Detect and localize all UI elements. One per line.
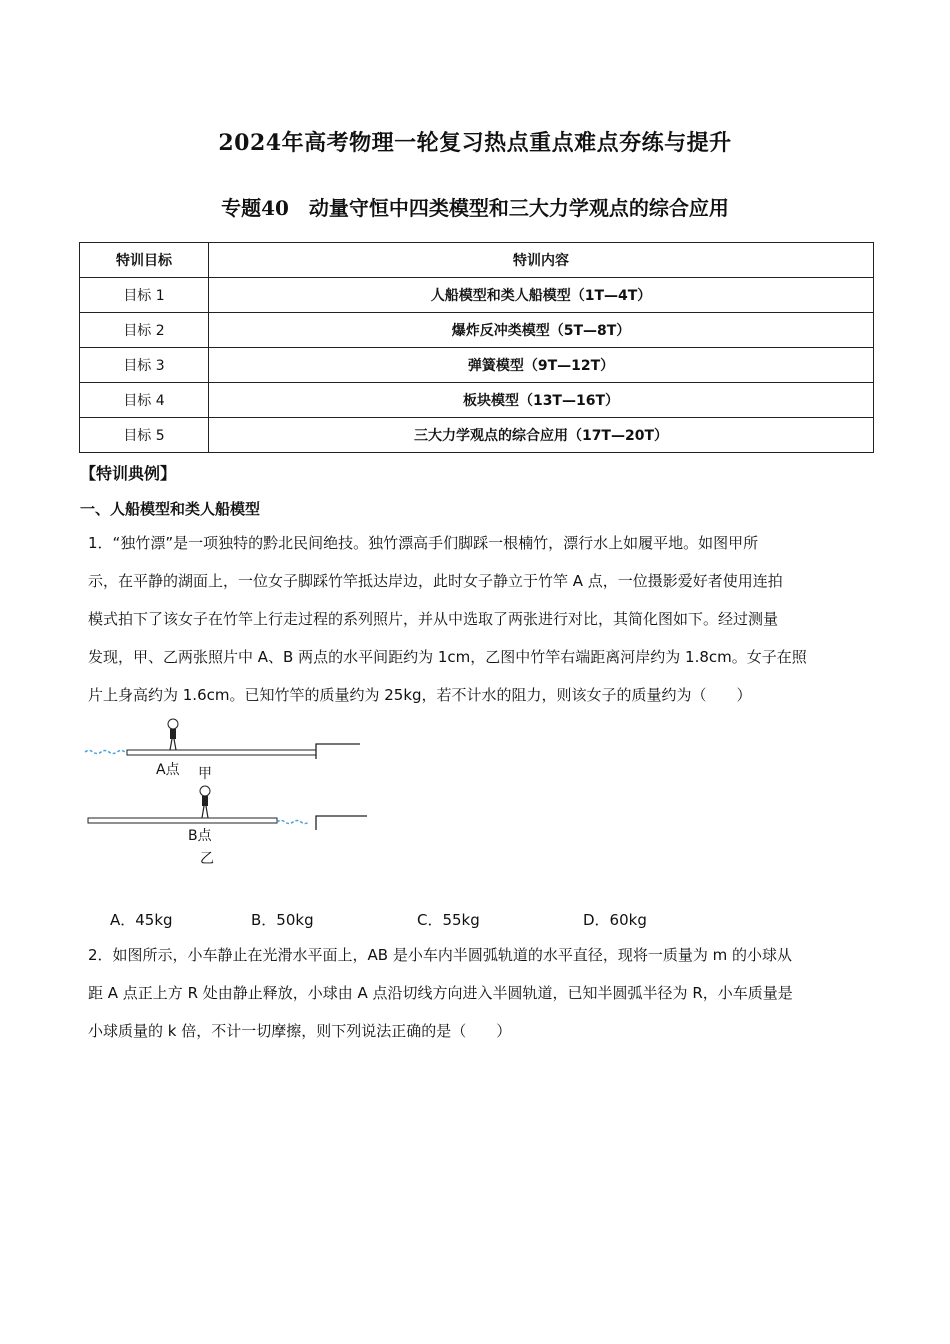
content-cell: 三大力学观点的综合应用（17T—20T） [209, 418, 874, 453]
question-2 [88, 936, 868, 1050]
q2-line-3: 小球质量的 k 倍，不计一切摩擦，则下列说法正确的是（ ） [88, 1022, 512, 1040]
content-cell: 爆炸反冲类模型（5T—8T） [209, 313, 874, 348]
water-wave-a [85, 751, 125, 754]
content-cell: 人船模型和类人船模型（1T—4T） [209, 278, 874, 313]
point-b-label: B点 [188, 828, 212, 844]
point-a-label: A点 [156, 762, 180, 778]
woman-head-a [168, 719, 178, 729]
figure-a-caption: 甲 [198, 766, 212, 782]
table-row [80, 313, 874, 348]
training-goals-table [79, 242, 874, 453]
examples-heading: 【特训典例】 [80, 464, 177, 483]
bamboo-pole-a [127, 750, 316, 755]
option-d: D．60kg [583, 911, 647, 929]
riverbank-a [316, 744, 360, 759]
table-header-row [80, 243, 874, 278]
bamboo-raft-figure [80, 712, 380, 872]
q1-line-5: 片上身高约为 1.6cm。已知竹竿的质量约为 25kg，若不计水的阻力，则该女子的质量约为（ ） [88, 686, 752, 704]
q1-line-2: 示，在平静的湖面上，一位女子脚踩竹竿抵达岸边，此时女子静立于竹竿 A 点，一位摄影爱好者使用连拍 [88, 572, 783, 590]
goal-cell: 目标 2 [80, 313, 209, 348]
document-title: 2024年高考物理一轮复习热点重点难点夯练与提升 [218, 130, 732, 156]
table-row [80, 418, 874, 453]
table-row [80, 383, 874, 418]
woman-leg-b [206, 806, 208, 818]
question-1 [88, 524, 868, 714]
woman-leg-b [202, 806, 204, 818]
q2-line-1: 2．如图所示，小车静止在光滑水平面上，AB 是小车内半圆弧轨道的水平直径，现将一质量为 m 的小球从 [88, 946, 793, 964]
woman-body-b [202, 796, 208, 806]
header-content: 特训内容 [209, 243, 874, 278]
part1-heading: 一、人船模型和类人船模型 [80, 500, 261, 518]
goal-cell: 目标 3 [80, 348, 209, 383]
option-c: C．55kg [417, 911, 480, 929]
option-a: A．45kg [110, 911, 173, 929]
figure-b-caption: 乙 [200, 851, 214, 867]
goal-cell: 目标 4 [80, 383, 209, 418]
q2-line-2: 距 A 点正上方 R 处由静止释放，小球由 A 点沿切线方向进入半圆轨道，已知半圆弧半径为 R，小车质量是 [88, 984, 793, 1002]
woman-leg-a [174, 739, 176, 750]
table-row [80, 348, 874, 383]
woman-body-a [170, 729, 176, 739]
bamboo-pole-b [88, 818, 277, 823]
riverbank-b [316, 816, 367, 830]
option-b: B．50kg [251, 911, 314, 929]
content-cell: 板块模型（13T—16T） [209, 383, 874, 418]
water-wave-b [277, 821, 309, 824]
content-cell: 弹簧模型（9T—12T） [209, 348, 874, 383]
q1-line-3: 模式拍下了该女子在竹竿上行走过程的系列照片，并从中选取了两张进行对比，其简化图如下。经过测量 [88, 610, 779, 628]
table-row [80, 278, 874, 313]
woman-head-b [200, 786, 210, 796]
goal-cell: 目标 1 [80, 278, 209, 313]
topic-subtitle: 专题40 动量守恒中四类模型和三大力学观点的综合应用 [221, 196, 729, 220]
header-goal: 特训目标 [80, 243, 209, 278]
q1-line-4: 发现，甲、乙两张照片中 A、B 两点的水平间距约为 1cm，乙图中竹竿右端距离河岸约为 1.8cm。女子在照 [88, 648, 807, 666]
q1-line-1: 1．“独竹漂”是一项独特的黔北民间绝技。独竹漂高手们脚踩一根楠竹，漂行水上如履平地。如图甲所 [88, 534, 759, 552]
goal-cell: 目标 5 [80, 418, 209, 453]
woman-leg-a [170, 739, 172, 750]
